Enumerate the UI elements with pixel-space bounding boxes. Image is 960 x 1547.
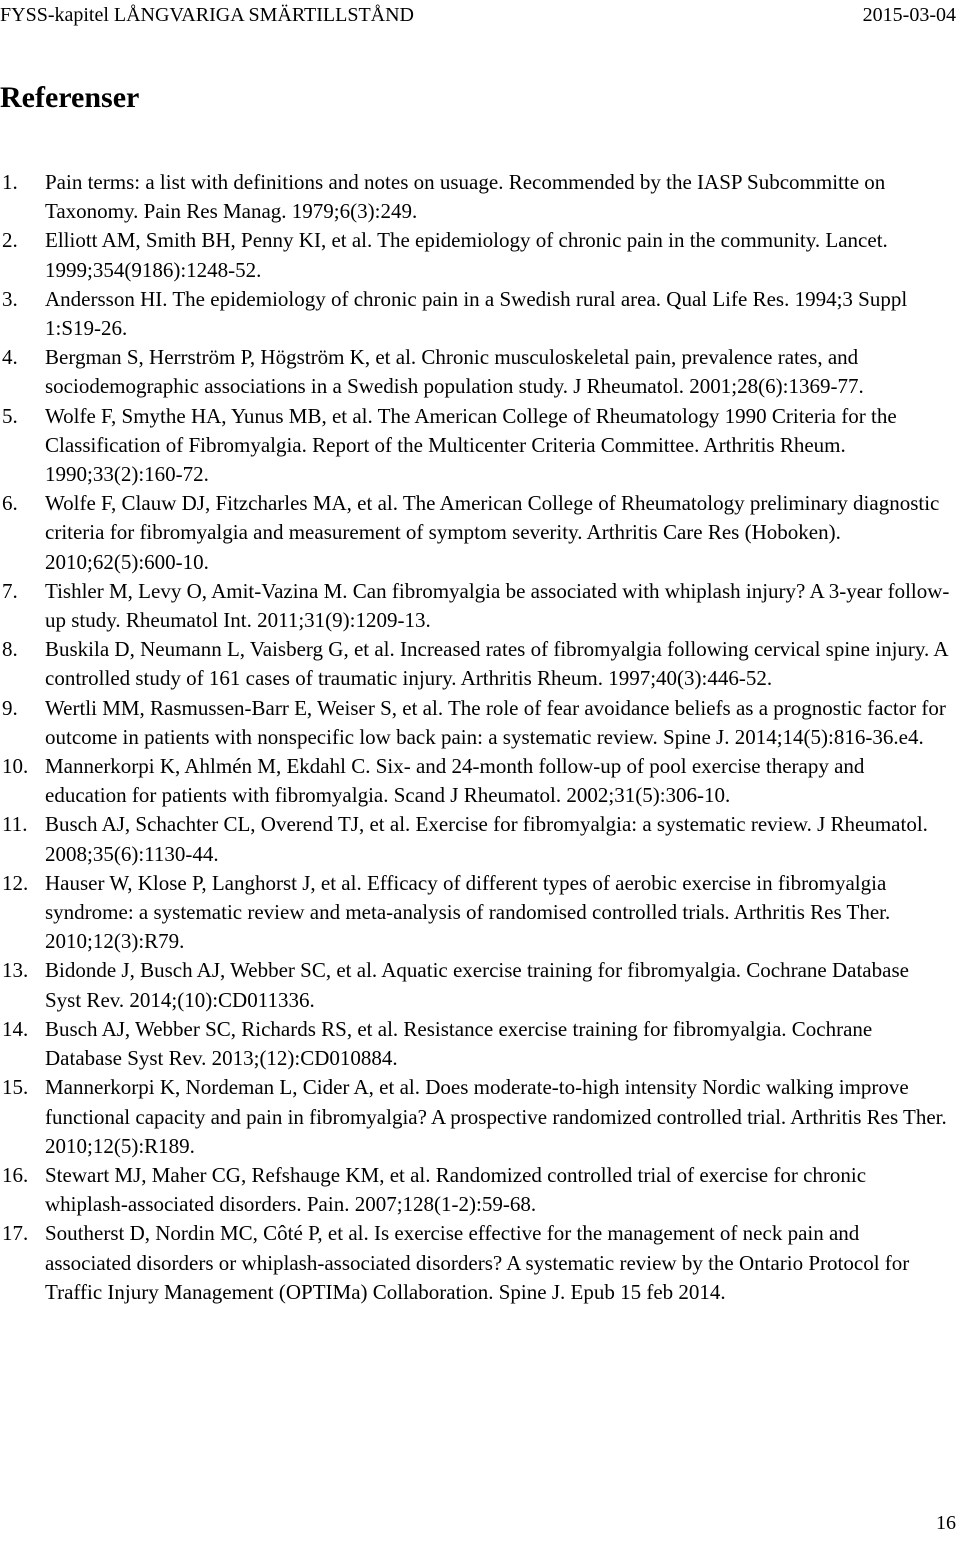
reference-number: 14. xyxy=(2,1016,29,1041)
reference-item xyxy=(0,343,950,401)
reference-item xyxy=(0,168,950,226)
reference-text: Wertli MM, Rasmussen-Barr E, Weiser S, et al. The role of fear avoidance beliefs as a prognostic factor for outcome in patients with nonspecific low back pain: a systematic review. Spine J. 2014;14(5):816-36.e4. xyxy=(45,695,946,749)
reference-item xyxy=(0,226,950,284)
reference-text: Bidonde J, Busch AJ, Webber SC, et al. Aquatic exercise training for fibromyalgia. Cochrane Database Syst Rev. 2014;(10):CD011336. xyxy=(45,958,909,1012)
reference-number: 10. xyxy=(2,754,29,779)
reference-number: 7. xyxy=(2,578,18,603)
page-title: Referenser xyxy=(0,81,140,114)
page-number: 16 xyxy=(936,1512,956,1534)
reference-number: 5. xyxy=(2,403,18,428)
reference-number: 4. xyxy=(2,345,18,370)
reference-text: Pain terms: a list with definitions and notes on usuage. Recommended by the IASP Subcommitte on Taxonomy. Pain Res Manag. 1979;6(3):249. xyxy=(45,170,886,224)
reference-text: Buskila D, Neumann L, Vaisberg G, et al. Increased rates of fibromyalgia following cervical spine injury. A controlled study of 161 cases of traumatic injury. Arthritis Rheum. 1997;40(3):446-52. xyxy=(45,637,948,691)
reference-item xyxy=(0,1015,950,1073)
reference-text: Mannerkorpi K, Ahlmén M, Ekdahl C. Six- and 24-month follow-up of pool exercise therapy and education for patients with fibromyalgia. Scand J Rheumatol. 2002;31(5):306-10. xyxy=(45,754,865,808)
reference-number: 1. xyxy=(2,170,18,194)
reference-text: Mannerkorpi K, Nordeman L, Cider A, et al. Does moderate-to-high intensity Nordic walking improve functional capacity and pain in fibromyalgia? A prospective randomized controlled trial. Arthritis Res Ther. 2010;12(5):R189. xyxy=(45,1075,947,1158)
reference-text: Busch AJ, Schachter CL, Overend TJ, et al. Exercise for fibromyalgia: a systematic review. J Rheumatol. 2008;35(6):1130-44. xyxy=(45,812,928,866)
header-chapter-title: FYSS-kapitel LÅNGVARIGA SMÄRTILLSTÅND xyxy=(0,4,415,26)
reference-item xyxy=(0,489,950,577)
reference-text: Hauser W, Klose P, Langhorst J, et al. Efficacy of different types of aerobic exercise in fibromyalgia syndrome: a systematic review and meta-analysis of randomised controlled trials. Arthritis Res Ther. 2010;12(3):R79. xyxy=(45,870,891,954)
reference-item xyxy=(0,285,950,343)
reference-number: 6. xyxy=(2,491,18,516)
reference-number: 16. xyxy=(2,1162,29,1187)
reference-list xyxy=(0,168,950,1307)
reference-text: Wolfe F, Smythe HA, Yunus MB, et al. The American College of Rheumatology 1990 Criteria for the Classification of Fibromyalgia. Report of the Multicenter Criteria Committee. Arthritis Rheum. 1990;33(2):160-72. xyxy=(45,403,897,487)
reference-text: Stewart MJ, Maher CG, Refshauge KM, et al. Randomized controlled trial of exercise for chronic whiplash-associated disorders. Pain. 2007;128(1-2):59-68. xyxy=(45,1162,867,1217)
reference-number: 3. xyxy=(2,286,18,311)
reference-number: 8. xyxy=(2,637,18,662)
reference-text: Bergman S, Herrström P, Högström K, et al. Chronic musculoskeletal pain, prevalence rates, and sociodemographic associations in a Swedish population study. J Rheumatol. 2001;28(6):1369-77. xyxy=(45,345,864,399)
reference-text: Elliott AM, Smith BH, Penny KI, et al. The epidemiology of chronic pain in the community. Lancet. 1999;354(9186):1248-52. xyxy=(45,228,888,282)
reference-item xyxy=(0,752,950,810)
reference-item xyxy=(0,694,950,752)
reference-text: Southerst D, Nordin MC, Côté P, et al. Is exercise effective for the management of neck pain and associated disorders or whiplash-associated disorders? A systematic review by the Ontario Protocol for Traffic Injury Management (OPTIMa) Collaboration. Spine J. Epub 15 feb 2014. xyxy=(45,1221,910,1304)
reference-number: 2. xyxy=(2,228,18,253)
reference-text: Wolfe F, Clauw DJ, Fitzcharles MA, et al. The American College of Rheumatology preliminary diagnostic criteria for fibromyalgia and measurement of symptom severity. Arthritis Care Res (Hoboken). 2010;62(5):600-10. xyxy=(45,491,940,574)
reference-item xyxy=(0,577,950,635)
reference-item xyxy=(0,1073,950,1161)
reference-text: Tishler M, Levy O, Amit-Vazina M. Can fibromyalgia be associated with whiplash injury? A 3-year follow-up study. Rheumatol Int. 2011;31(9):1209-13. xyxy=(45,578,950,633)
reference-item xyxy=(0,1219,950,1307)
reference-number: 17. xyxy=(2,1221,29,1246)
reference-item xyxy=(0,810,950,868)
reference-item xyxy=(0,869,950,957)
reference-text: Andersson HI. The epidemiology of chronic pain in a Swedish rural area. Qual Life Res. 1994;3 Suppl 1:S19-26. xyxy=(45,286,908,341)
reference-number: 13. xyxy=(2,958,29,983)
reference-item xyxy=(0,956,950,1014)
reference-number: 15. xyxy=(2,1075,29,1100)
reference-text: Busch AJ, Webber SC, Richards RS, et al. Resistance exercise training for fibromyalgia. Cochrane Database Syst Rev. 2013;(12):CD010884. xyxy=(45,1016,873,1071)
reference-number: 9. xyxy=(2,695,18,720)
header-date: 2015-03-04 xyxy=(862,4,956,26)
reference-item xyxy=(0,402,950,490)
reference-number: 12. xyxy=(2,870,29,895)
reference-item xyxy=(0,1161,950,1219)
reference-item xyxy=(0,635,950,693)
reference-number: 11. xyxy=(2,812,28,837)
